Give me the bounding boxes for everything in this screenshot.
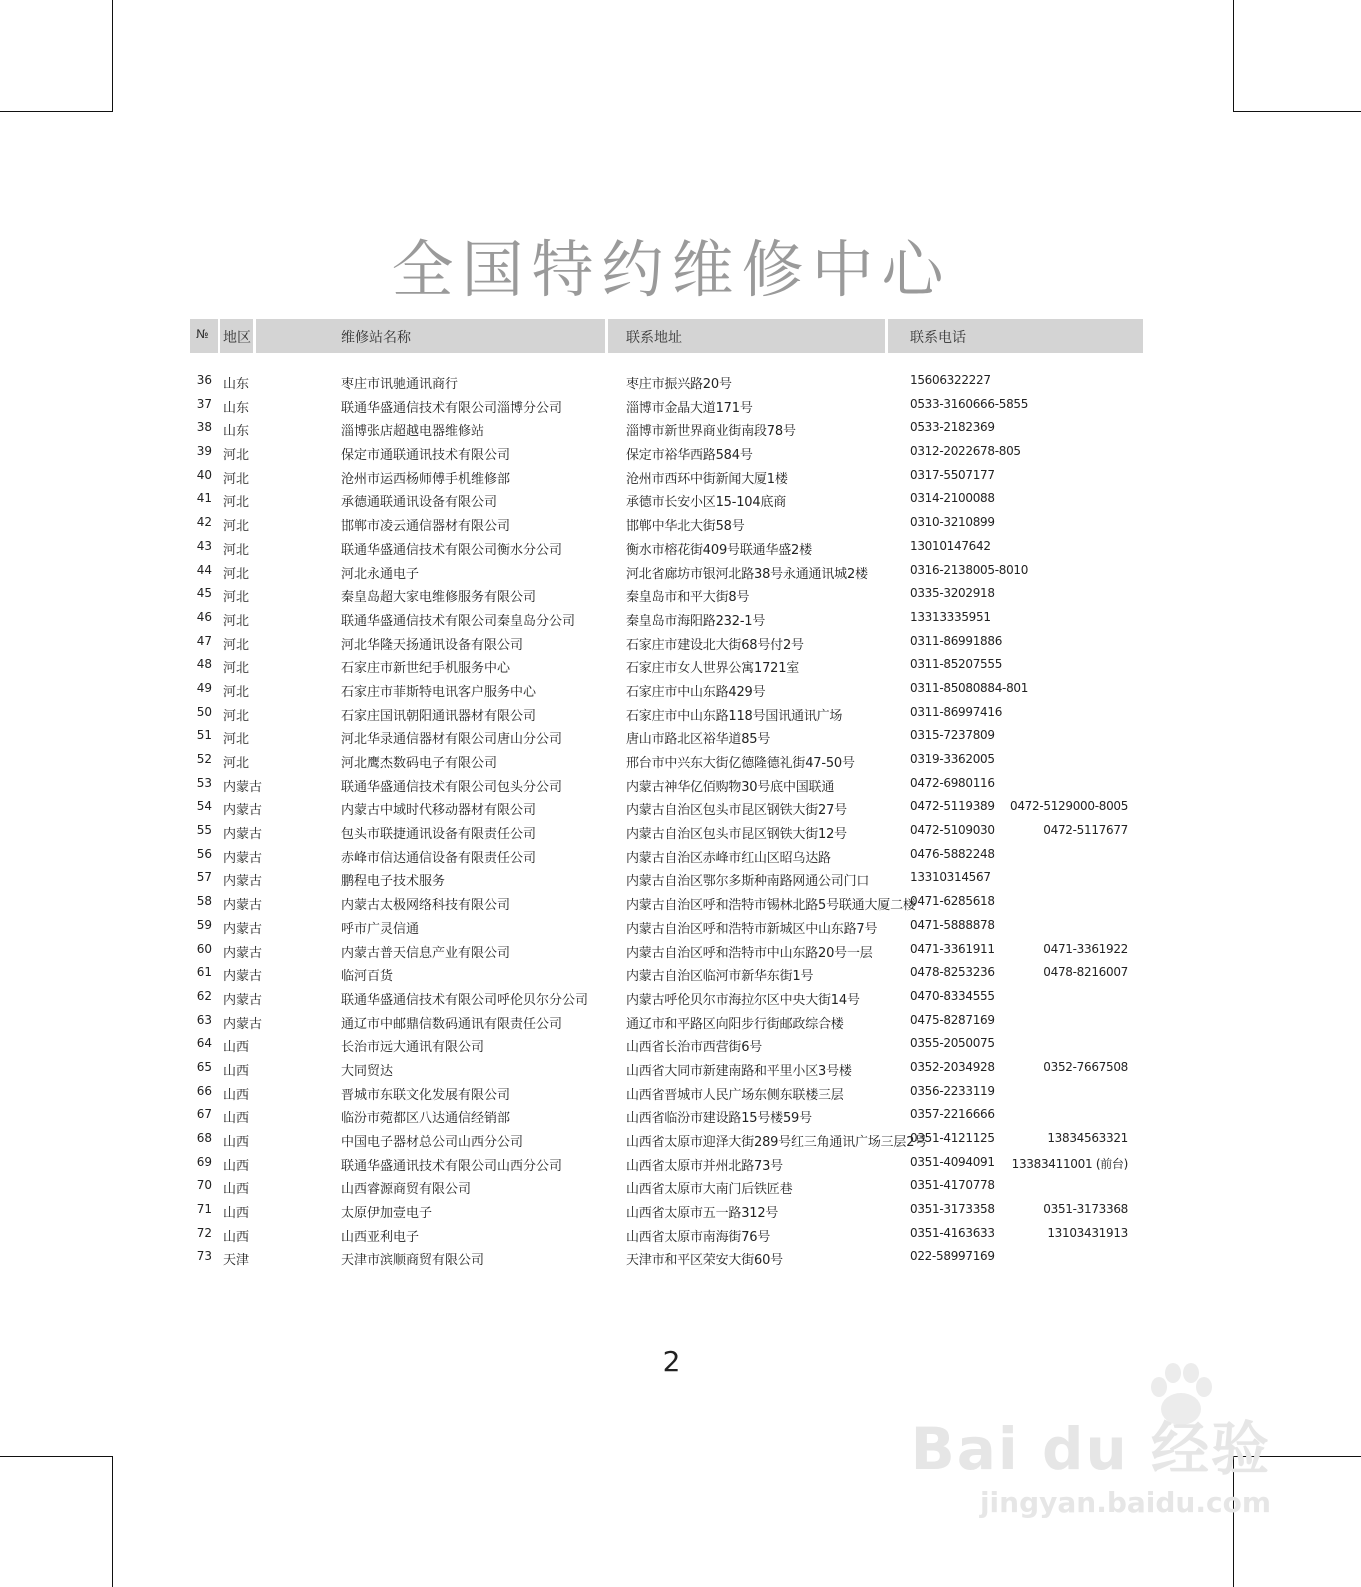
row-address: 石家庄市建设北大街68号付2号 <box>626 637 804 653</box>
row-address: 石家庄市女人世界公寓1721室 <box>626 661 800 677</box>
row-region: 河北 <box>223 519 250 535</box>
row-region: 河北 <box>223 756 250 771</box>
row-name: 内蒙古中域时代移动器材有限公司 <box>341 803 537 819</box>
table-row <box>0 417 1361 441</box>
header-address: 联系地址 <box>626 330 682 346</box>
row-region: 内蒙古 <box>223 898 263 914</box>
table-row <box>0 725 1361 749</box>
row-no: 44 <box>196 562 212 577</box>
row-phone: 0316-2138005-8010 <box>910 562 1029 577</box>
row-phone: 15606322227 <box>910 373 991 387</box>
row-phone: 0472-6980116 <box>910 775 995 790</box>
table-row <box>0 891 1361 915</box>
row-phone: 0478-8253236 <box>910 965 995 980</box>
row-address: 山西省太原市大南门后铁匠巷 <box>626 1182 793 1198</box>
row-name: 呼市广灵信通 <box>341 921 420 937</box>
row-no: 36 <box>196 373 212 387</box>
row-phone: 0471-6285618 <box>910 894 995 909</box>
row-name: 鹏程电子技术服务 <box>341 874 446 890</box>
row-address: 石家庄市中山东路118号国讯通讯广场 <box>626 708 843 724</box>
row-address: 唐山市路北区裕华道85号 <box>626 732 771 748</box>
row-name: 临河百货 <box>341 969 394 985</box>
row-no: 52 <box>196 752 212 766</box>
row-no: 38 <box>196 420 212 435</box>
table-row <box>0 631 1361 655</box>
table-row <box>0 536 1361 560</box>
row-address: 内蒙古神华亿佰购物30号底中国联通 <box>626 779 835 795</box>
table-row <box>0 962 1361 986</box>
table-row <box>0 1223 1361 1247</box>
table-row <box>0 583 1361 607</box>
row-region: 山西 <box>223 1206 250 1222</box>
table-row <box>0 678 1361 702</box>
table-row <box>0 1152 1361 1176</box>
row-address: 邢台市中兴东大街亿德隆德礼街47-50号 <box>626 756 855 771</box>
row-no: 64 <box>196 1036 212 1051</box>
row-address: 秦皇岛市和平大街8号 <box>626 590 750 606</box>
row-name: 山西睿源商贸有限公司 <box>341 1182 472 1198</box>
row-no: 39 <box>196 444 212 459</box>
table-row <box>0 1104 1361 1128</box>
row-no: 43 <box>196 538 212 553</box>
row-no: 71 <box>196 1202 212 1217</box>
row-phone: 0533-3160666-5855 <box>910 396 1029 411</box>
row-no: 55 <box>196 823 212 838</box>
table-row <box>0 702 1361 726</box>
row-no: 37 <box>196 396 212 411</box>
row-region: 河北 <box>223 471 250 487</box>
row-region: 河北 <box>223 590 250 606</box>
row-region: 内蒙古 <box>223 803 263 819</box>
row-phone: 0351-3173358 <box>910 1202 995 1217</box>
row-region: 山西 <box>223 1158 250 1174</box>
row-address: 沧州市西环中街新闻大厦1楼 <box>626 471 788 487</box>
row-name: 联通华盛通信技术有限公司呼伦贝尔分公司 <box>341 992 589 1008</box>
page-number: 2 <box>662 1345 681 1378</box>
crop-mark-top-left-h <box>0 111 113 112</box>
row-no: 70 <box>196 1178 212 1193</box>
row-phone: 0471-5888878 <box>910 917 995 932</box>
row-phone-2: 13834563321 <box>1047 1131 1128 1145</box>
row-phone-2: 0472-5129000-8005 <box>1010 799 1129 814</box>
row-address: 内蒙古自治区临河市新华东街1号 <box>626 969 814 985</box>
service-center-list <box>0 370 1361 1270</box>
table-row <box>0 512 1361 536</box>
row-phone: 0311-86991886 <box>910 633 1003 648</box>
table-row <box>0 1033 1361 1057</box>
table-row <box>0 1128 1361 1152</box>
row-region: 内蒙古 <box>223 779 263 795</box>
row-region: 山东 <box>223 424 250 440</box>
row-phone: 0351-4094091 <box>910 1154 995 1169</box>
row-region: 山西 <box>223 1111 250 1127</box>
row-name: 邯郸市凌云通信器材有限公司 <box>341 519 511 535</box>
row-name: 保定市通联通讯技术有限公司 <box>341 448 511 464</box>
row-name: 中国电子器材总公司山西分公司 <box>341 1135 524 1150</box>
table-row <box>0 939 1361 963</box>
row-name: 承德通联通讯设备有限公司 <box>341 495 498 511</box>
row-phone-2: 0351-3173368 <box>1043 1202 1128 1217</box>
table-row <box>0 394 1361 418</box>
row-name: 联通华盛通信技术有限公司淄博分公司 <box>341 400 563 416</box>
row-address: 山西省长治市西营街6号 <box>626 1040 763 1056</box>
watermark-brand: Bai du 经验 <box>910 1415 1271 1483</box>
row-region: 内蒙古 <box>223 921 263 937</box>
row-address: 山西省大同市新建南路和平里小区3号楼 <box>626 1063 852 1079</box>
row-address: 山西省太原市五一路312号 <box>626 1206 779 1222</box>
row-no: 73 <box>196 1249 212 1264</box>
row-region: 河北 <box>223 495 250 511</box>
row-phone: 0319-3362005 <box>910 752 995 766</box>
row-phone: 0314-2100088 <box>910 491 995 506</box>
row-region: 河北 <box>223 637 250 653</box>
row-address: 内蒙古自治区呼和浩特市锡林北路5号联通大厦二楼 <box>626 898 916 914</box>
row-region: 河北 <box>223 732 250 748</box>
row-name: 河北华隆天扬通讯设备有限公司 <box>341 637 524 653</box>
row-address: 秦皇岛市海阳路232-1号 <box>626 613 766 629</box>
row-address: 内蒙古呼伦贝尔市海拉尔区中央大街14号 <box>626 992 860 1008</box>
row-name: 联通华盛通信技术有限公司包头分公司 <box>341 779 563 795</box>
row-region: 内蒙古 <box>223 992 263 1008</box>
row-name: 石家庄市新世纪手机服务中心 <box>341 661 511 677</box>
row-region: 河北 <box>223 613 250 629</box>
row-name: 河北华录通信器材有限公司唐山分公司 <box>341 732 563 748</box>
row-phone: 0311-85207555 <box>910 657 1003 672</box>
row-phone-2: 0352-7667508 <box>1043 1059 1128 1074</box>
table-row <box>0 1175 1361 1199</box>
table-row <box>0 1057 1361 1081</box>
row-address: 内蒙古自治区包头市昆区钢铁大街12号 <box>626 827 847 843</box>
row-region: 内蒙古 <box>223 874 263 890</box>
row-phone: 0356-2233119 <box>910 1083 995 1098</box>
row-no: 46 <box>196 609 212 624</box>
row-phone: 0351-4163633 <box>910 1225 995 1240</box>
row-name: 石家庄市菲斯特电讯客户服务中心 <box>341 684 537 700</box>
row-no: 47 <box>196 633 212 648</box>
row-no: 53 <box>196 775 212 790</box>
row-name: 晋城市东联文化发展有限公司 <box>341 1087 511 1103</box>
row-name: 天津市滨顺商贸有限公司 <box>341 1253 485 1269</box>
table-row <box>0 607 1361 631</box>
row-region: 内蒙古 <box>223 850 263 866</box>
watermark <box>911 1402 1271 1519</box>
row-name: 秦皇岛超大家电维修服务有限公司 <box>341 590 537 606</box>
row-address: 承德市长安小区15-104底商 <box>626 495 787 511</box>
row-no: 68 <box>196 1131 212 1145</box>
table-row <box>0 773 1361 797</box>
row-phone: 0317-5507177 <box>910 467 995 482</box>
row-name: 通辽市中邮鼎信数码通讯有限责任公司 <box>341 1016 563 1032</box>
table-row <box>0 1081 1361 1105</box>
row-address: 衡水市榕花街409号联通华盛2楼 <box>626 542 812 558</box>
row-no: 62 <box>196 988 212 1003</box>
row-phone: 0355-2050075 <box>910 1036 995 1051</box>
table-row <box>0 867 1361 891</box>
table-row <box>0 986 1361 1010</box>
row-no: 66 <box>196 1083 212 1098</box>
row-phone: 0312-2022678-805 <box>910 444 1021 459</box>
row-name: 沧州市运西杨师傅手机维修部 <box>341 471 511 487</box>
row-phone: 13010147642 <box>910 538 991 553</box>
page-title: 全国特约维修中心 <box>391 232 952 306</box>
header-name: 维修站名称 <box>341 330 411 346</box>
row-address: 内蒙古自治区赤峰市红山区昭乌达路 <box>626 850 831 866</box>
row-no: 69 <box>196 1154 212 1169</box>
table-row <box>0 844 1361 868</box>
row-no: 45 <box>196 586 212 601</box>
row-address: 天津市和平区荣安大街60号 <box>626 1253 783 1269</box>
row-region: 内蒙古 <box>223 969 263 985</box>
row-no: 61 <box>196 965 212 980</box>
row-address: 内蒙古自治区包头市昆区钢铁大街27号 <box>626 803 847 819</box>
table-row <box>0 1246 1361 1270</box>
row-no: 72 <box>196 1225 212 1240</box>
header-region: 地区 <box>223 330 251 346</box>
row-phone: 13313335951 <box>910 609 991 624</box>
row-name: 太原伊加壹电子 <box>341 1206 433 1222</box>
row-address: 保定市裕华西路584号 <box>626 448 753 464</box>
row-region: 内蒙古 <box>223 827 263 843</box>
row-address: 淄博市新世界商业街南段78号 <box>626 424 796 440</box>
row-no: 59 <box>196 917 212 932</box>
row-region: 河北 <box>223 684 250 700</box>
row-name: 内蒙古太极网络科技有限公司 <box>341 898 511 914</box>
table-row <box>0 441 1361 465</box>
table-row <box>0 465 1361 489</box>
row-region: 河北 <box>223 566 250 582</box>
table-row <box>0 488 1361 512</box>
row-no: 67 <box>196 1107 212 1122</box>
watermark-url: jingyan.baidu.com <box>979 1486 1271 1519</box>
row-phone: 0357-2216666 <box>910 1107 995 1122</box>
row-address: 山西省太原市并州北路73号 <box>626 1158 783 1174</box>
crop-mark-top-right-h <box>1233 111 1361 112</box>
table-row <box>0 749 1361 773</box>
row-address: 邯郸中华北大街58号 <box>626 519 745 535</box>
table-row <box>0 560 1361 584</box>
row-phone-2: 0471-3361922 <box>1043 941 1128 956</box>
row-phone: 0476-5882248 <box>910 846 995 861</box>
row-no: 56 <box>196 846 212 861</box>
table-row <box>0 1199 1361 1223</box>
row-name: 淄博张店超越电器维修站 <box>341 424 485 440</box>
row-no: 50 <box>196 704 212 719</box>
row-region: 内蒙古 <box>223 945 263 961</box>
row-address: 山西省临汾市建设路15号楼59号 <box>626 1111 812 1127</box>
row-address: 山西省太原市南海街76号 <box>626 1229 771 1245</box>
row-no: 41 <box>196 491 212 506</box>
row-phone: 0335-3202918 <box>910 586 995 601</box>
row-no: 48 <box>196 657 212 672</box>
row-name: 赤峰市信达通信设备有限责任公司 <box>341 850 537 866</box>
row-no: 54 <box>196 799 212 814</box>
crop-mark-top-left-v <box>112 0 113 112</box>
crop-mark-top-right-v <box>1233 0 1234 112</box>
row-no: 42 <box>196 515 212 530</box>
row-region: 山西 <box>223 1040 250 1056</box>
row-phone: 0533-2182369 <box>910 420 995 435</box>
row-address: 石家庄市中山东路429号 <box>626 684 766 700</box>
crop-mark-bottom-left-h <box>0 1456 113 1457</box>
row-address: 淄博市金晶大道171号 <box>626 400 753 416</box>
row-no: 60 <box>196 941 212 956</box>
row-name: 联通华盛通信技术有限公司衡水分公司 <box>341 542 563 558</box>
row-name: 包头市联捷通讯设备有限责任公司 <box>341 827 537 843</box>
row-region: 山西 <box>223 1182 250 1198</box>
row-phone: 0472-5119389 <box>910 799 995 814</box>
row-name: 河北永通电子 <box>341 566 420 582</box>
row-region: 山西 <box>223 1229 250 1245</box>
row-phone-2: 0472-5117677 <box>1043 823 1128 838</box>
header-phone: 联系电话 <box>910 330 966 346</box>
row-address: 山西省太原市迎泽大街289号红三角通讯广场三层2号 <box>626 1135 928 1150</box>
table-row <box>0 820 1361 844</box>
row-phone: 022-58997169 <box>910 1249 995 1264</box>
row-phone: 0351-4121125 <box>910 1131 995 1145</box>
row-phone: 0310-3210899 <box>910 515 995 530</box>
row-phone: 0351-4170778 <box>910 1178 995 1193</box>
table-row <box>0 915 1361 939</box>
row-phone-2: 13383411001 (前台) <box>1011 1156 1128 1171</box>
row-no: 49 <box>196 680 212 695</box>
row-region: 河北 <box>223 448 250 464</box>
row-region: 山东 <box>223 377 250 392</box>
table-row <box>0 654 1361 678</box>
row-phone-2: 13103431913 <box>1047 1225 1128 1240</box>
row-region: 山西 <box>223 1087 250 1103</box>
row-region: 天津 <box>223 1253 250 1269</box>
row-address: 内蒙古自治区呼和浩特市中山东路20号一层 <box>626 945 873 961</box>
row-phone: 0471-3361911 <box>910 941 995 956</box>
table-row <box>0 796 1361 820</box>
row-address: 枣庄市振兴路20号 <box>626 377 732 392</box>
row-name: 长治市远大通讯有限公司 <box>341 1040 485 1056</box>
row-phone: 0311-86997416 <box>910 704 1003 719</box>
row-region: 山东 <box>223 400 250 416</box>
row-region: 河北 <box>223 661 250 677</box>
row-name: 枣庄市讯驰通讯商行 <box>341 377 459 392</box>
row-phone: 0470-8334555 <box>910 988 995 1003</box>
row-name: 联通华盛通讯技术有限公司山西分公司 <box>341 1158 563 1174</box>
row-name: 河北鹰杰数码电子有限公司 <box>341 756 498 771</box>
row-region: 河北 <box>223 542 250 558</box>
crop-mark-bottom-left-v <box>112 1456 113 1587</box>
header-no: № <box>196 327 209 341</box>
row-address: 通辽市和平路区向阳步行街邮政综合楼 <box>626 1016 844 1032</box>
row-region: 河北 <box>223 708 250 724</box>
row-phone: 0475-8287169 <box>910 1012 995 1027</box>
row-no: 57 <box>196 870 212 885</box>
row-no: 40 <box>196 467 212 482</box>
row-name: 山西亚利电子 <box>341 1229 420 1245</box>
row-phone-2: 0478-8216007 <box>1043 965 1128 980</box>
row-phone: 0311-85080884-801 <box>910 680 1029 695</box>
row-phone: 0315-7237809 <box>910 728 995 743</box>
row-phone: 0472-5109030 <box>910 823 995 838</box>
row-name: 内蒙古普天信息产业有限公司 <box>341 945 511 961</box>
row-address: 内蒙古自治区鄂尔多斯种南路网通公司门口 <box>626 874 870 890</box>
row-name: 石家庄国讯朝阳通讯器材有限公司 <box>341 708 537 724</box>
row-address: 河北省廊坊市银河北路38号永通通讯城2楼 <box>626 566 868 582</box>
table-row <box>0 1010 1361 1034</box>
row-name: 大同贸达 <box>341 1063 394 1079</box>
row-name: 联通华盛通信技术有限公司秦皇岛分公司 <box>341 613 576 629</box>
row-no: 58 <box>196 894 212 909</box>
table-row <box>0 370 1361 394</box>
row-region: 山西 <box>223 1063 250 1079</box>
row-region: 内蒙古 <box>223 1016 263 1032</box>
header-bg-name <box>256 319 605 353</box>
row-address: 山西省晋城市人民广场东侧东联楼三层 <box>626 1087 844 1103</box>
row-name: 临汾市菀都区八达通信经销部 <box>341 1111 511 1127</box>
row-phone: 0352-2034928 <box>910 1059 995 1074</box>
row-no: 51 <box>196 728 212 743</box>
row-phone: 13310314567 <box>910 870 991 885</box>
row-no: 65 <box>196 1059 212 1074</box>
row-region: 山西 <box>223 1135 250 1150</box>
row-address: 内蒙古自治区呼和浩特市新城区中山东路7号 <box>626 921 878 937</box>
row-no: 63 <box>196 1012 212 1027</box>
